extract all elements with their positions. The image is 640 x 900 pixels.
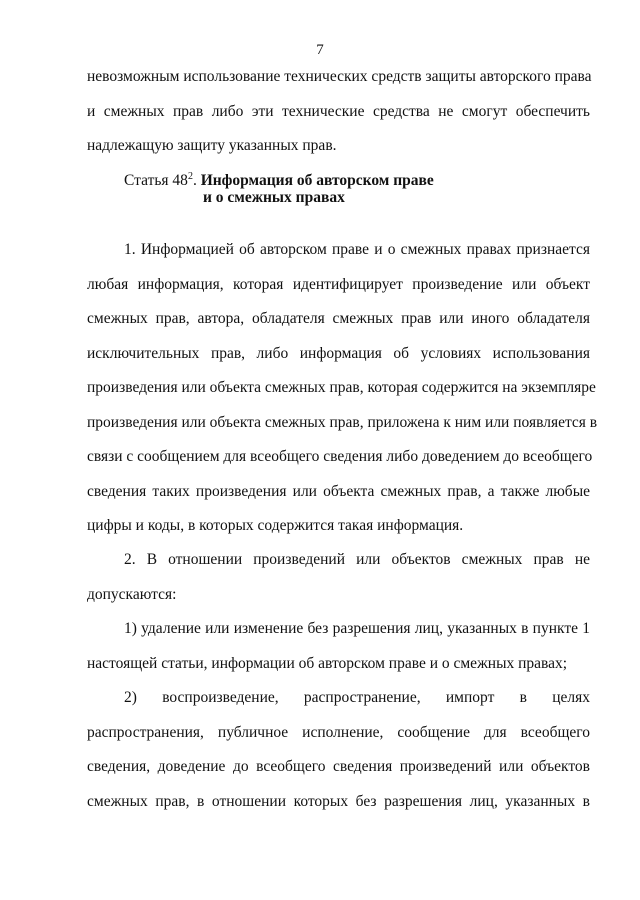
text-line: и смежных прав либо эти технические средства не смогут обеспечить (87, 103, 590, 120)
article-dot: . (192, 172, 201, 189)
article-number: Статья 48 (124, 172, 188, 189)
paragraph-line: сведения таких произведения или объекта смежных прав, а также любые (87, 483, 590, 500)
article-heading (124, 172, 434, 190)
list-item-line: 1) удаление или изменение без разрешения лиц, указанных в пункте 1 (124, 620, 590, 637)
text-line: надлежащую защиту указанных прав. (87, 137, 337, 154)
article-superscript: 2 (187, 170, 193, 182)
list-item-line: распространения, публичное исполнение, сообщение для всеобщего (87, 724, 590, 741)
word: целях (552, 689, 590, 706)
list-item-line: настоящей статьи, информации об авторском праве и о смежных правах; (87, 655, 568, 672)
paragraph-line: связи с сообщением для всеобщего сведения либо доведением до всеобщего (87, 448, 593, 465)
paragraph-line: 1. Информацией об авторском праве и о смежных правах признается (124, 241, 590, 258)
paragraph-line: исключительных прав, либо информация об условиях использования (87, 345, 590, 362)
word: воспроизведение, (162, 689, 279, 706)
list-item-line: сведения, доведение до всеобщего сведения произведений или объектов (87, 758, 590, 775)
word: в (519, 689, 527, 706)
word: импорт (445, 689, 495, 706)
paragraph-line: цифры и коды, в которых содержится такая информация. (87, 517, 464, 534)
paragraph-line: любая информация, которая идентифицирует произведение или объект (87, 276, 590, 293)
article-title-line2-wrap (203, 189, 345, 207)
list-item-first-line (124, 689, 590, 707)
page-number: 7 (316, 42, 324, 58)
word: распространение, (303, 689, 421, 706)
paragraph-line: произведения или объекта смежных прав, приложена к ним или появляется в (87, 414, 598, 431)
paragraph-line: допускаются: (87, 586, 177, 603)
list-item-line: смежных прав, в отношении которых без разрешения лиц, указанных в (87, 793, 590, 810)
paragraph-line: произведения или объекта смежных прав, которая содержится на экземпляре (87, 379, 596, 396)
article-title-line1: Информация об авторском праве (200, 172, 434, 189)
paragraph-line: 2. В отношении произведений или объектов смежных прав не (124, 551, 590, 568)
text-line: невозможным использование технических средств защиты авторского права (87, 68, 592, 85)
article-title-line2: и о смежных правах (203, 189, 345, 206)
word: 2) (124, 689, 137, 706)
paragraph-line: смежных прав, автора, обладателя смежных прав или иного обладателя (87, 310, 590, 327)
